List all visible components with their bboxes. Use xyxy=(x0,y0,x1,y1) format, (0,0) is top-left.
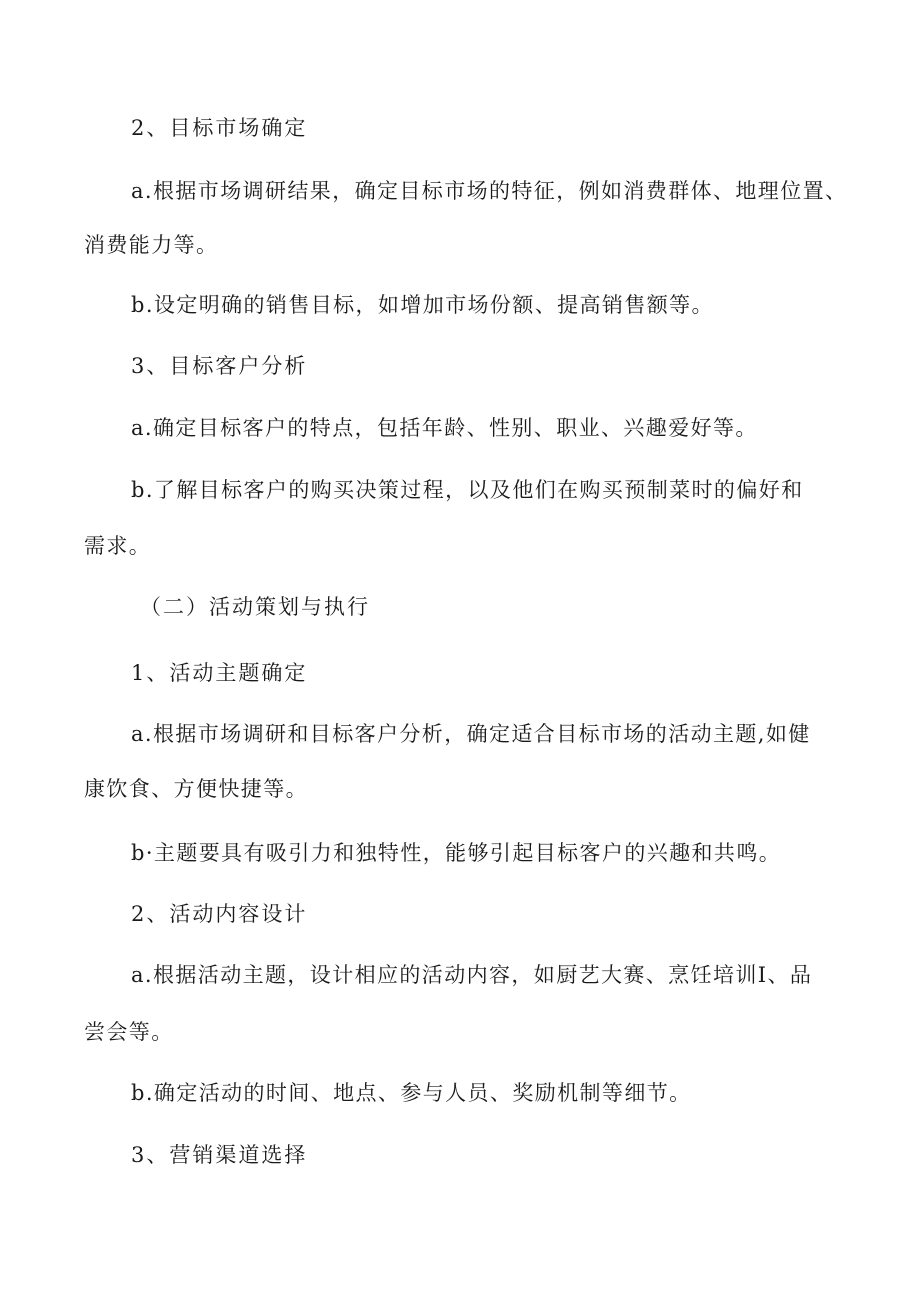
paragraph-line: a.确定目标客户的特点，包括年龄、性别、职业、兴趣爱好等。 xyxy=(131,416,758,440)
paragraph-line: b.确定活动的时间、地点、参与人员、奖励机制等细节。 xyxy=(131,1081,692,1105)
paragraph-line: b.设定明确的销售目标，如增加市场份额、提高销售额等。 xyxy=(131,293,714,317)
paragraph-line: b·主题要具有吸引力和独特性，能够引起目标客户的兴趣和共鸣。 xyxy=(131,841,782,865)
paragraph-line: a.根据市场调研结果，确定目标市场的特征，例如消费群体、地理位置、 xyxy=(131,179,848,203)
paragraph-line: 消费能力等。 xyxy=(84,233,219,257)
heading-customer-analysis: 3、目标客户分析 xyxy=(131,354,308,378)
paragraph-line: a.根据活动主题，设计相应的活动内容，如厨艺大赛、烹饪培训I、品 xyxy=(131,963,813,987)
paragraph-line: a.根据市场调研和目标客户分析，确定适合目标市场的活动主题,如健 xyxy=(131,722,811,746)
paragraph-line: b.了解目标客户的购买决策过程，以及他们在购买预制菜时的偏好和 xyxy=(131,478,804,502)
paragraph-line: 康饮食、方便快捷等。 xyxy=(84,777,308,801)
heading-target-market: 2、目标市场确定 xyxy=(131,116,308,140)
heading-activity-theme: 1、活动主题确定 xyxy=(131,661,308,685)
heading-marketing-channels: 3、营销渠道选择 xyxy=(131,1143,308,1167)
heading-activity-content: 2、活动内容设计 xyxy=(131,902,308,926)
paragraph-line: 需求。 xyxy=(84,534,152,558)
paragraph-line: 尝会等。 xyxy=(84,1020,174,1044)
section-heading-activity-planning: （二）活动策划与执行 xyxy=(140,595,370,619)
